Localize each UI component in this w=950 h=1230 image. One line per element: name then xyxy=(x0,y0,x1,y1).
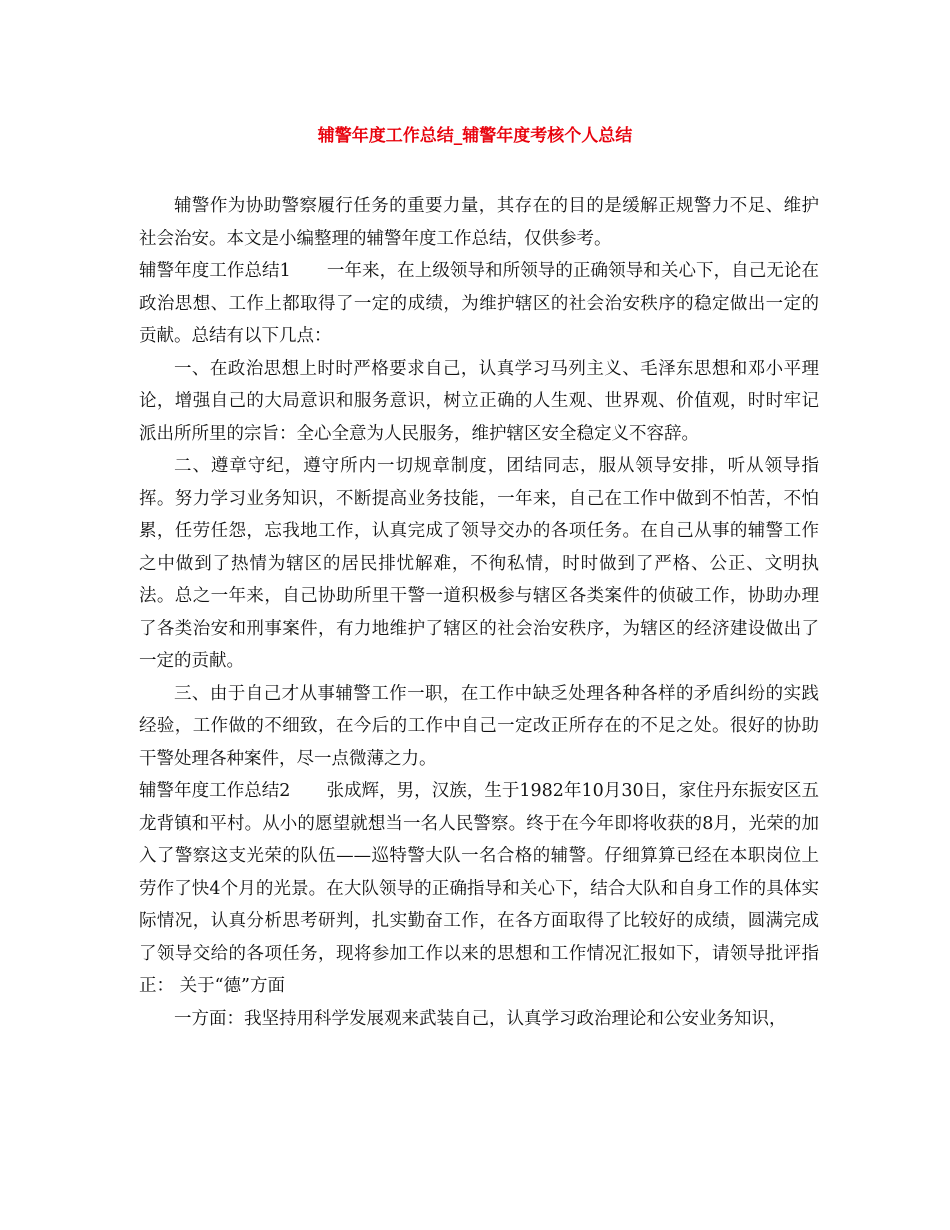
section1-point1-paragraph: 一、在政治思想上时时严格要求自己，认真学习马列主义、毛泽东思想和邓小平理论，增强自己的大局意识和服务意识，树立正确的人生观、世界观、价值观，时时牢记派出所所里的宗旨：全心全意为人民服务，维护辖区安全稳定义不容辞。 xyxy=(139,358,819,444)
section2-opening-paragraph xyxy=(139,775,819,1003)
section2-paragraph1: 一方面：我坚持用科学发展观来武装自己，认真学习政治理论和公安业务知识， xyxy=(174,1008,787,1029)
document-title: 辅警年度工作总结_辅警年度考核个人总结 xyxy=(317,126,633,146)
section1-point3-paragraph: 三、由于自己才从事辅警工作一职，在工作中缺乏处理各种各样的矛盾纠纷的实践经验，工作做的不细致，在今后的工作中自己一定改正所存在的不足之处。很好的协助干警处理各种案件，尽一点微薄之力。 xyxy=(139,683,819,769)
section1-opening-paragraph xyxy=(139,255,819,353)
section2-subheading: 关于“德”方面 xyxy=(179,976,285,996)
section2-opening-text: 张成辉，男，汉族，生于1982年10月30日，家住丹东振安区五龙背镇和平村。从小的愿望就想当一名人民警察。终于在今年即将收获的8月，光荣的加入了警察这支光荣的队伍——巡特警大队一名合格的辅警。仔细算算已经在本职岗位上劳作了快4个月的光景。在大队领导的正确指导和关心下，结合大队和自身工作的具体实际情况，认真分析思考研判，扎实勤奋工作，在各方面取得了比较好的成绩，圆满完成了领导交给的各项任务，现将参加工作以来的思想和工作情况汇报如下，请领导批评指正： xyxy=(139,781,819,996)
section1-point2-paragraph: 二、遵章守纪，遵守所内一切规章制度，团结同志，服从领导安排，听从领导指挥。努力学习业务知识，不断提高业务技能，一年来，自己在工作中做到不怕苦，不怕累，任劳任怨，忘我地工作，认真完成了领导交办的各项任务。在自己从事的辅警工作之中做到了热情为辖区的居民排忧解难，不徇私情，时时做到了严格、公正、文明执法。总之一年来，自己协助所里干警一道积极参与辖区各类案件的侦破工作，协助办理了各类治安和刑事案件，有力地维护了辖区的社会治安秩序，为辖区的经济建设做出了一定的贡献。 xyxy=(139,456,819,671)
section2-heading: 辅警年度工作总结2 xyxy=(139,781,291,801)
intro-paragraph: 辅警作为协助警察履行任务的重要力量，其存在的目的是缓解正规警力不足、维护社会治安。本文是小编整理的辅警年度工作总结，仅供参考。 xyxy=(139,196,819,249)
section1-opening-text: 一年来，在上级领导和所领导的正确领导和关心下，自己无论在政治思想、工作上都取得了一定的成绩，为维护辖区的社会治安秩序的稳定做出一定的贡献。总结有以下几点： xyxy=(139,261,820,346)
section1-heading: 辅警年度工作总结1 xyxy=(139,261,291,281)
document-body xyxy=(139,190,819,1035)
